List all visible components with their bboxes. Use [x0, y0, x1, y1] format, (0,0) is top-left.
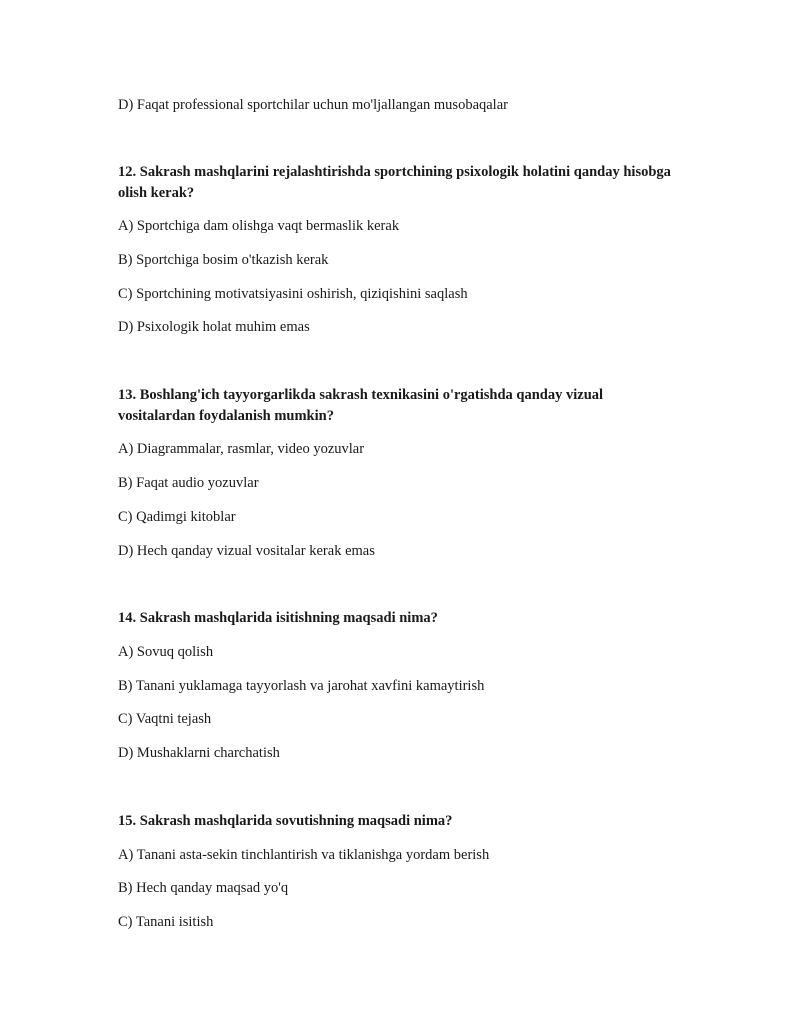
- question-15-option-a: A) Tanani asta-sekin tinchlantirish va tiklanishga yordam berish: [118, 847, 490, 863]
- question-12-option-b: B) Sportchiga bosim o'tkazish kerak: [118, 252, 329, 268]
- question-13-option-a: A) Diagrammalar, rasmlar, video yozuvlar: [118, 441, 365, 457]
- question-14-option-d: D) Mushaklarni charchatish: [118, 745, 280, 761]
- question-15-option-b: B) Hech qanday maqsad yo'q: [118, 880, 289, 896]
- question-12-text: 12. Sakrash mashqlarini rejalashtirishda sportchining psixologik holatini qanday hisobga olish kerak?: [118, 164, 671, 201]
- question-15-text: 15. Sakrash mashqlarida sovutishning maqsadi nima?: [118, 813, 453, 829]
- question-13-option-b: B) Faqat audio yozuvlar: [118, 475, 259, 491]
- question-12-option-a: A) Sportchiga dam olishga vaqt bermaslik kerak: [118, 218, 400, 234]
- question-13-option-c: C) Qadimgi kitoblar: [118, 509, 236, 525]
- question-14-option-c: C) Vaqtni tejash: [118, 711, 212, 727]
- question-13-text: 13. Boshlang'ich tayyorgarlikda sakrash texnikasini o'rgatishda qanday vizual vositalardan foydalanish mumkin?: [118, 387, 604, 424]
- question-12-option-c: C) Sportchining motivatsiyasini oshirish, qiziqishini saqlash: [118, 286, 468, 302]
- question-12-option-d: D) Psixologik holat muhim emas: [118, 319, 310, 335]
- previous-question-option-d: D) Faqat professional sportchilar uchun mo'ljallangan musobaqalar: [118, 97, 508, 113]
- question-14-option-a: A) Sovuq qolish: [118, 644, 214, 660]
- question-13-option-d: D) Hech qanday vizual vositalar kerak emas: [118, 543, 375, 559]
- question-15-option-c: C) Tanani isitish: [118, 914, 214, 930]
- question-14-option-b: B) Tanani yuklamaga tayyorlash va jarohat xavfini kamaytirish: [118, 678, 485, 694]
- question-14-text: 14. Sakrash mashqlarida isitishning maqsadi nima?: [118, 610, 438, 626]
